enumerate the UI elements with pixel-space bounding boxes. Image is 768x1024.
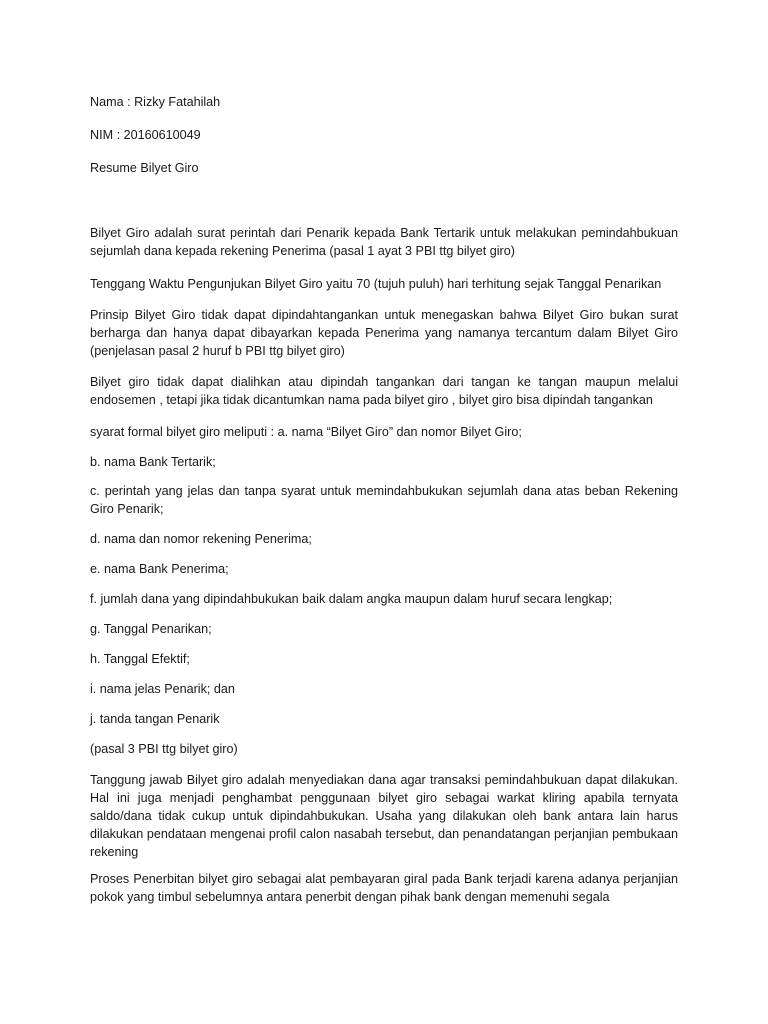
paragraph-time-limit: Tenggang Waktu Pengunjukan Bilyet Giro yaitu 70 (tujuh puluh) hari terhitung sejak Tanggal Penarikan (90, 277, 662, 291)
paragraph-responsibility: Tanggung jawab Bilyet giro adalah menyediakan dana agar transaksi pemindahbukuan dapat dilakukan. Hal ini juga menjadi penghambat penggunaan bilyet giro sebagai warkat kliring apabila ternyata saldo/dana tidak cukup untuk dipindahbukukan. Usaha yang dilakukan oleh bank antara lain harus dilakukan pendataan mengenai profil calon nasabah tersebut, dan penandatangan perjanjian pembukaan rekening (90, 773, 678, 859)
list-item: d. nama dan nomor rekening Penerima; (90, 532, 312, 546)
list-item: i. nama jelas Penarik; dan (90, 682, 235, 696)
list-item: e. nama Bank Penerima; (90, 562, 229, 576)
student-nim: NIM : 20160610049 (90, 128, 201, 142)
list-item: f. jumlah dana yang dipindahbukukan baik dalam angka maupun dalam huruf secara lengkap; (90, 592, 613, 606)
student-name: Nama : Rizky Fatahilah (90, 95, 221, 109)
list-item: b. nama Bank Tertarik; (90, 455, 216, 469)
list-item: c. perintah yang jelas dan tanpa syarat untuk memindahbukukan sejumlah dana atas beban Rekening Giro Penarik; (90, 484, 678, 516)
paragraph-formal-requirements: syarat formal bilyet giro meliputi : a. nama “Bilyet Giro” dan nomor Bilyet Giro; (90, 425, 522, 439)
paragraph-transfer: Bilyet giro tidak dapat dialihkan atau dipindah tangankan dari tangan ke tangan maupun melalui endosemen , tetapi jika tidak dicantumkan nama pada bilyet giro , bilyet giro bisa dipindah tangankan (90, 375, 678, 407)
paragraph-issuance: Proses Penerbitan bilyet giro sebagai alat pembayaran giral pada Bank terjadi karena adanya perjanjian pokok yang timbul sebelumnya antara penerbit dengan pihak bank dengan memenuhi segala (90, 872, 678, 904)
legal-reference: (pasal 3 PBI ttg bilyet giro) (90, 742, 238, 756)
paragraph-principle: Prinsip Bilyet Giro tidak dapat dipindahtangankan untuk menegaskan bahwa Bilyet Giro bukan surat berharga dan hanya dapat dibayarkan kepada Penerima yang namanya tercantum dalam Bilyet Giro (penjelasan pasal 2 huruf b PBI ttg bilyet giro) (90, 308, 678, 358)
list-item: h. Tanggal Efektif; (90, 652, 190, 666)
paragraph-definition: Bilyet Giro adalah surat perintah dari Penarik kepada Bank Tertarik untuk melakukan pemindahbukuan sejumlah dana kepada rekening Penerima (pasal 1 ayat 3 PBI ttg bilyet giro) (90, 226, 678, 258)
list-item: g. Tanggal Penarikan; (90, 622, 212, 636)
document-title: Resume Bilyet Giro (90, 161, 199, 175)
list-item: j. tanda tangan Penarik (90, 712, 220, 726)
